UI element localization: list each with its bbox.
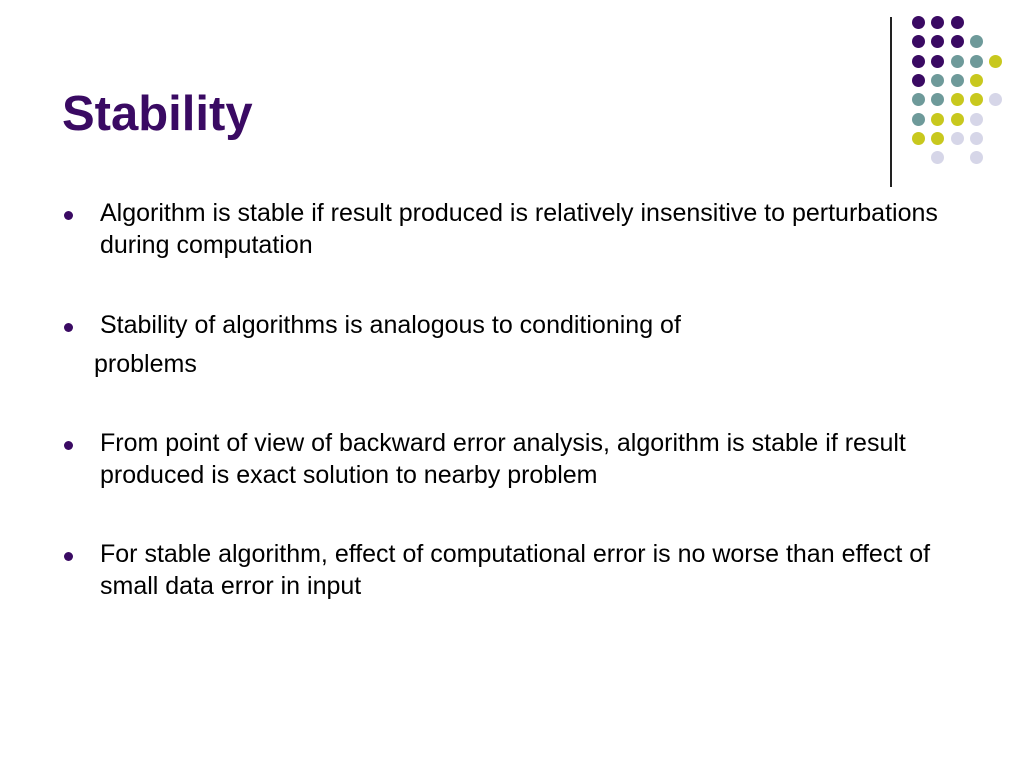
decorative-dot [931,16,944,29]
decorative-dot [931,55,944,68]
decorative-dot [951,132,964,145]
decorative-dot [970,93,983,106]
decorative-dot [931,132,944,145]
decorative-dot [912,35,925,48]
bullet-marker [64,211,73,220]
decorative-dot [951,93,964,106]
decorative-dot [970,132,983,145]
slide-title: Stability [62,87,253,141]
decorative-dot [970,113,983,126]
decorative-dot [912,132,925,145]
decorative-dot [912,55,925,68]
decorative-dot [931,113,944,126]
bullet-text: Stability of algorithms is analogous to conditioning of [100,311,681,339]
decorative-dot [989,55,1002,68]
decorative-dot [912,93,925,106]
decorative-dot [912,113,925,126]
decorative-dot [970,55,983,68]
decorative-dot [912,74,925,87]
title-divider-line [890,17,892,187]
bullet-text: From point of view of backward error analysis, algorithm is stable if result produced is exact solution to nearby problem [100,429,906,489]
bullet-continuation-text: problems [94,350,197,378]
bullet-text: Algorithm is stable if result produced is relatively insensitive to perturbations during computation [100,199,938,259]
decorative-dot [951,55,964,68]
decorative-dot [951,16,964,29]
decorative-dot [951,74,964,87]
decorative-dot [970,35,983,48]
decorative-dot [931,151,944,164]
decorative-dot [951,35,964,48]
decorative-dot [951,113,964,126]
bullet-text: For stable algorithm, effect of computational error is no worse than effect of small data error in input [100,540,931,600]
decorative-dot [931,93,944,106]
decorative-dot [931,74,944,87]
bullet-marker [64,552,73,561]
decorative-dot [989,93,1002,106]
decorative-dot [970,74,983,87]
decorative-dot [931,35,944,48]
bullet-marker [64,441,73,450]
decorative-dot [912,16,925,29]
bullet-marker [64,323,73,332]
decorative-dot [970,151,983,164]
